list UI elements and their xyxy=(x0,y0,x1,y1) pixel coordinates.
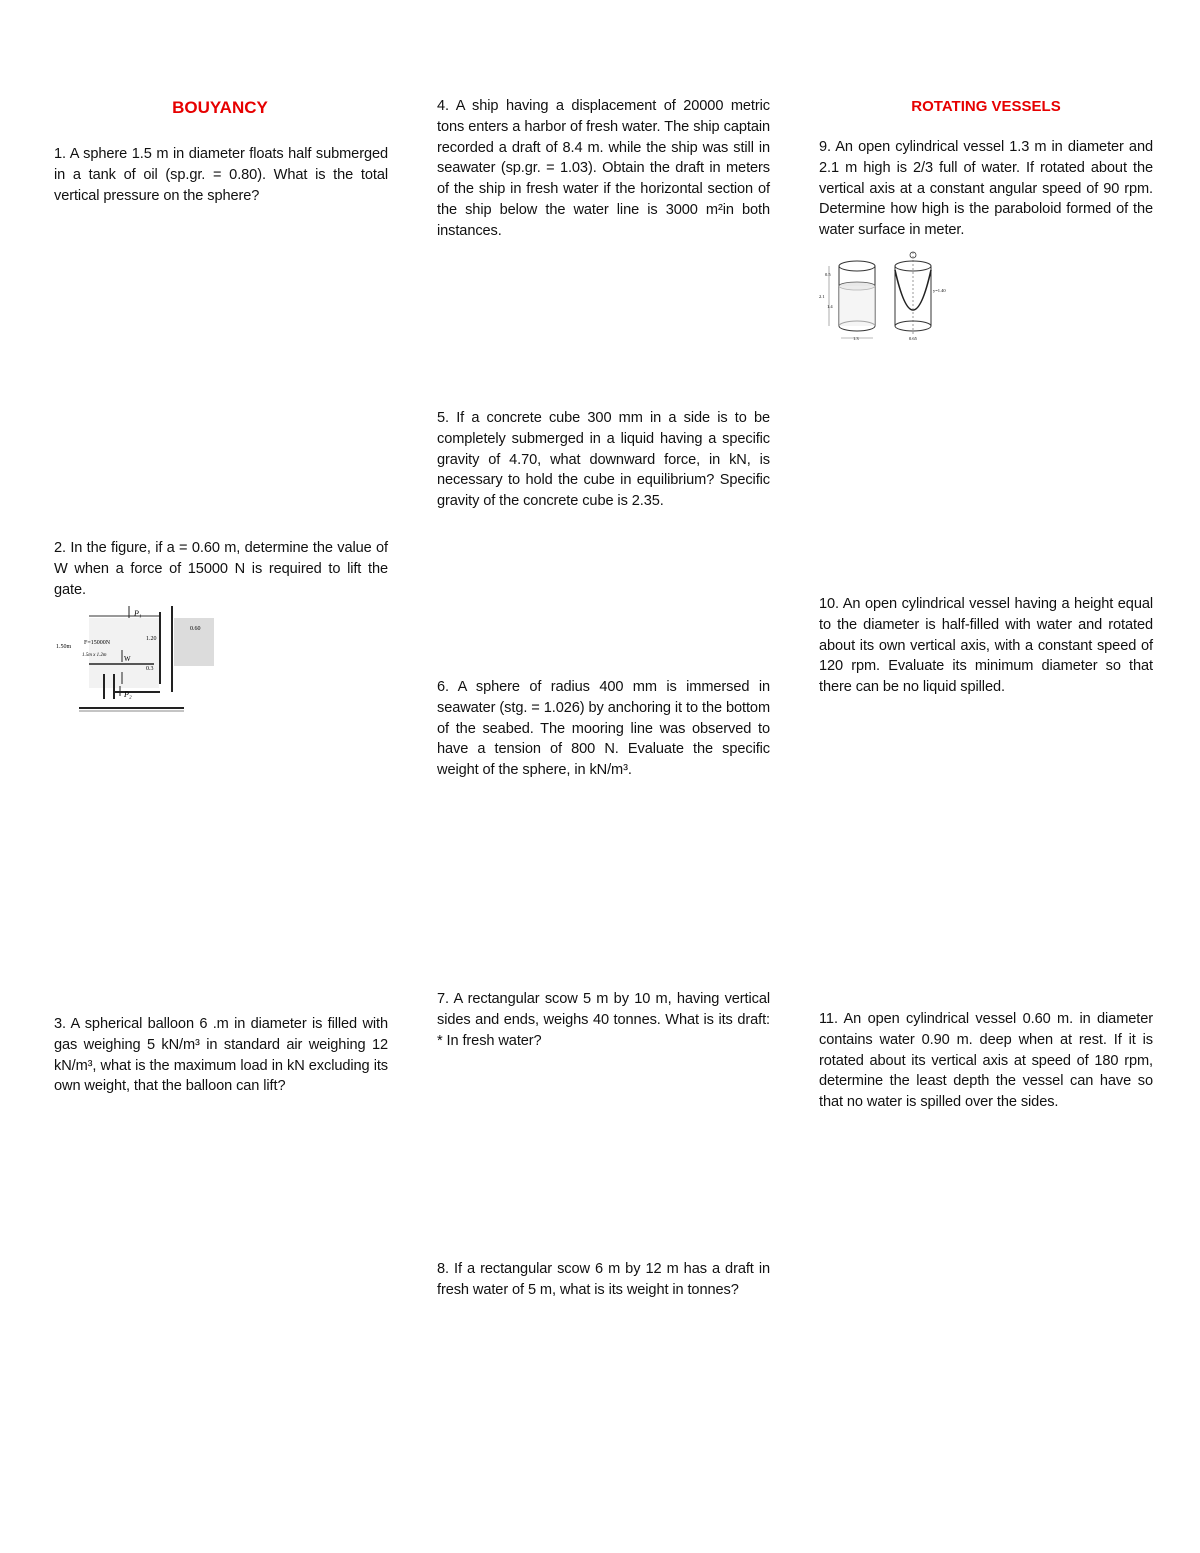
problem-2: 2. In the figure, if a = 0.60 m, determine the value of W when a force of 15000 N is required to lift the gate. xyxy=(54,540,388,598)
label-dim-inner: 1.5m x 1.2m xyxy=(82,653,107,658)
label-dim-left: 1.50m xyxy=(56,644,72,650)
label-left-low: 1.4 xyxy=(827,304,833,309)
label-w: W xyxy=(124,655,131,663)
gate-figure xyxy=(54,604,214,714)
problem-1: 1. A sphere 1.5 m in diameter floats half submerged in a tank of oil (sp.gr. = 0.80). What is the total vertical pressure on the sphere? xyxy=(54,146,388,204)
problem-3: 3. A spherical balloon 6 .m in diameter is filled with gas weighing 5 kN/m³ in standard air weighing 12 kN/m³, what is the maximum load in kN excluding its own weight, that the balloon can lift? xyxy=(54,1016,388,1095)
label-p2: P₂ xyxy=(124,690,132,699)
problem-6: 6. A sphere of radius 400 mm is immersed in seawater (stg. = 1.026) by anchoring it to the bottom of the seabed. The mooring line was observed to have a tension of 800 N. Evaluate the specific weight of the sphere, in kN/m³. xyxy=(437,679,770,779)
problem-11: 11. An open cylindrical vessel 0.60 m. in diameter contains water 0.90 m. deep when at rest. If it is rotated about its vertical axis at speed of 180 rpm, determine the least depth the vessel can have so that no water is spilled over the sides. xyxy=(819,1011,1153,1111)
problem-7: 7. A rectangular scow 5 m by 10 m, having vertical sides and ends, weighs 40 tonnes. What is its draft: * In fresh water? xyxy=(437,991,770,1049)
label-dim-right: 0.60 xyxy=(190,626,201,632)
cylinders-figure xyxy=(817,250,963,342)
label-force: F=15000N xyxy=(84,640,111,646)
problem-5: 5. If a concrete cube 300 mm in a side is to be completely submerged in a liquid having a specific gravity of 4.70, what downward force, in kN, is necessary to hold the cube in equilibrium? Specific gravity of the concrete cube is 2.35. xyxy=(437,410,770,510)
label-p1: P₁ xyxy=(134,609,142,618)
problem-9: 9. An open cylindrical vessel 1.3 m in diameter and 2.1 m high is 2/3 full of water. If rotated about the vertical axis at a constant angular speed of 90 rpm. Determine how high is the paraboloid formed of the water surface in meter. xyxy=(819,139,1153,239)
problem-8: 8. If a rectangular scow 6 m by 12 m has a draft in fresh water of 5 m, what is its weight in tonnes? xyxy=(437,1261,770,1298)
left-cyl-top xyxy=(839,261,875,271)
label-right: y=1.40 xyxy=(933,288,946,293)
heading-rotating-vessels: ROTATING VESSELS xyxy=(911,98,1061,115)
label-bottom-left: 1.3 xyxy=(853,336,859,341)
label-dim-mid: 1.20 xyxy=(146,636,157,642)
left-water xyxy=(839,286,875,326)
problem-10: 10. An open cylindrical vessel having a height equal to the diameter is half-filled with water and rotated about its own vertical axis, with a constant speed of 120 rpm. Evaluate its minimum diameter so that there can be no liquid spilled. xyxy=(819,596,1153,696)
label-left-mid: 2.1 xyxy=(819,294,825,299)
label-bottom-right: 0.65 xyxy=(909,336,917,341)
heading-bouyancy: BOUYANCY xyxy=(172,98,268,117)
problem-4: 4. A ship having a displacement of 20000 metric tons enters a harbor of fresh water. The ship captain recorded a draft of 8.4 m. while the ship was still in seawater (sp.gr. = 1.03). Obtain the draft in meters of the ship in fresh water if the horizontal section of the ship below the water line is 3000 m²in both instances. xyxy=(437,98,770,239)
label-left-top: 0.5 xyxy=(825,272,831,277)
label-dim-small: 0.3 xyxy=(146,666,154,672)
